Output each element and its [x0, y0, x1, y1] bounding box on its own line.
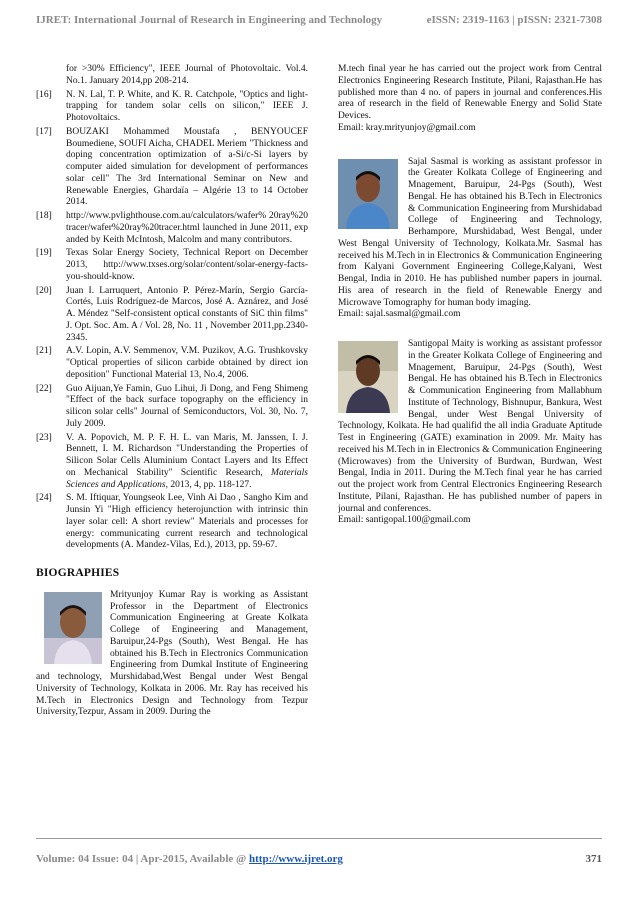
reference-text-main: V. A. Popovich, M. P. F. H. L. van Maris, M. Janssen, I. J. Bennett, I. M. Richardson "Understanding the Properties of Silicon Solar Cells Aluminium Contact Layers and Its Effect on Mechanical Stability" Scientific Research, [66, 432, 308, 478]
reference-number: [20] [36, 285, 52, 296]
page-number: 371 [585, 853, 602, 865]
reference-number: [23] [36, 432, 52, 443]
reference-item [36, 248, 308, 283]
bio-entry [338, 157, 602, 322]
reference-text: BOUZAKI Mohammed Moustafa , BENYOUCEF Boumediene, SOUFI Aicha, CHADEL Meriem "Thickness and doping concentration optimization of a-Si/c-Si layers by computer aided simulation for development of performances solar cell" The 3rd International Seminar on New and Renewable Energies, Ghardaïa – Algérie 13 to 14 October 2014. [66, 126, 308, 208]
reference-item [36, 127, 308, 209]
footer-volume [36, 853, 343, 865]
author-photo [338, 341, 398, 413]
reference-item [36, 286, 308, 345]
reference-number: [22] [36, 383, 52, 394]
bio-text: Sajal Sasmal is working as assistant professor in the Greater Kolkata College of Engineering and Mnagement, Baruipur, 24-Pgs (South), West Bengal. He has obtained his B.Tech in Electronics & Communication Engineering from Murshidabad College of Engineering and Technology, Berhampore, Murshidabad, West Bengal, under West Bengal University of Technology, Kolkata.Mr. Sasmal has received his M.Tech in in Electronics & Communication Engineering from Kalyani Government Engineering College,Kalyani, West Bengal, India in 2010. He has published number papers in journal. His area of research in the field of Renewable Energy and Microwave Tomography for human body imaging. [338, 156, 602, 308]
footer-divider [36, 838, 602, 839]
reference-text: for >30% Efficiency", IEEE Journal of Photovoltaic. Vol.4. No.1. January 2014,pp 208-214. [66, 64, 308, 86]
reference-text: N. N. Lal, T. P. White, and K. R. Catchpole, "Optics and light-trapping for tandem solar cells on silicon," IEEE J. Photovoltaics. [66, 89, 308, 123]
running-header [36, 14, 602, 32]
reference-text: Juan I. Larruquert, Antonio P. Pérez-Marín, Sergio García-Cortés, Luis Rodríguez-de Marcos, José A. Aznárez, and José A. Méndez "Self-consistent optical constants of SiC thin films" J. Opt. Soc. Am. A / Vol. 28, No. 11 , November 2011,pp.2340-2345. [66, 285, 308, 343]
reference-item [36, 384, 308, 431]
reference-item [36, 90, 308, 125]
reference-text: Guo Aijuan,Ye Famin, Guo Lihui, Ji Dong, and Feng Shimeng "Effect of the back surface topography on the efficiency in silicon solar cells" Journal of Semiconductors, Vol. 30, No. 7, July 2009. [66, 383, 308, 429]
journal-title: IJRET: International Journal of Research in Engineering and Technology [36, 14, 383, 26]
journal-link[interactable]: http://www.ijret.org [249, 853, 343, 865]
reference-text: http://www.pvlighthouse.com.au/calculators/wafer% 20ray%20tracer/wafer%20ray%20tracer.html launched in June 2011, expanded by Keith McIntosh, Malcolm and many contributors. [66, 211, 308, 245]
reference-text: Texas Solar Energy Society, Technical Report on December 2013, http://www.txses.org/solar/content/solar-energy-facts-you-should-know. [66, 248, 308, 282]
reference-text-tail: , 2013, 4, pp. 118-127. [165, 479, 252, 490]
reference-item [36, 211, 308, 246]
author-photo [44, 592, 102, 664]
bio-text: Mrityunjoy Kumar Ray is working as Assistant Professor in the Department of Electronics Communication Engineering at Greate Kolkata College of Engineering and Management, Baruipur,24-Pgs (South), West Bengal. He has obtained his B.Tech in Electronics Communication Engineering from Dumkal Institute of Engineering and technology, Murshidabad,West Bengal under West Bengal University of Technology, Kolkata in 2006. Mr. Ray has received his M.Tech in Electronics Design and Technology from Tezpur University,Tezpur, Assam in 2009. During the [36, 589, 308, 718]
issn-text: eISSN: 2319-1163 | pISSN: 2321-7308 [426, 14, 602, 26]
biographies-heading: BIOGRAPHIES [36, 567, 120, 579]
email-text: Email: santigopal.100@gmail.com [338, 515, 471, 526]
email-text: Email: kray.mrityunjoy@gmail.com [338, 122, 476, 133]
reference-number: [24] [36, 493, 52, 504]
bio-text: M.tech final year he has carried out the project work from Central Electronics Engineering Research Institute, Pilani, Rajasthan.He has published more than 4 no. of papers in journal and conferences.His area of research in the field of Renewable Energy and Solid State Devices. [338, 64, 602, 121]
reference-number: [21] [36, 346, 52, 357]
bio-entry [36, 590, 308, 719]
email-text: Email: sajal.sasmal@gmail.com [338, 309, 461, 320]
reference-item [36, 64, 308, 88]
left-column [36, 64, 308, 737]
reference-journal-italic: Materials Sciences and Applications [66, 467, 308, 490]
running-footer [36, 853, 602, 869]
bio-entry [338, 64, 602, 135]
reference-number: [19] [36, 248, 52, 259]
reference-text [66, 433, 308, 490]
footer-volume-text: Volume: 04 Issue: 04 | Apr-2015, Available @ [36, 853, 250, 865]
reference-text: S. M. Iftiquar, Youngseok Lee, Vinh Ai Dao , Sangho Kim and Junsin Yi "High efficiency heterojunction with intrinsic thin layer solar cell: A short review" Materials and processes for energy: communicating current research and technological developments (A. Mandez-Vilas, Ed.), 2013, pp. 59-67. [66, 493, 308, 551]
reference-item [36, 493, 308, 552]
reference-number: [18] [36, 211, 52, 221]
reference-text: A.V. Lopin, A.V. Semmenov, V.M. Puzikov, A.G. Trushkovsky "Optical properties of silicon carbide obtained by direct ion deposition" Functional Material 13, No.4, 2006. [66, 346, 308, 380]
reference-number: [16] [36, 89, 52, 100]
reference-number: [17] [36, 126, 52, 137]
author-photo [338, 159, 398, 229]
right-column [338, 64, 602, 545]
bio-text: Santigopal Maity is working as assistant professor in the Greater Kolkata College of Engineering and Mnagement, Baruipur, 24-Pgs (South), West Bengal. He has obtained his B.Tech in Electronics & Communication Engineering from Mallabhum Institute of Technology, Bishnupur, Bankura, West Bengal, under West Bengal University of Technology, Kolkata. He had qualifid the all india Graduate Aptitude Test in Engineering (GATE) examination in 2009. Mr. Maity has received his M.Tech in in Electronics & Communication Engineering (Microwaves) from the University of Burdwan, Burdwan, West Bengal, India in 2011. During the M.Tech final year he has carried out the project work from Central Electronics Engineering Research Institute, Pilani, Rajasthan. He has published number of papers in journal and conferences. [338, 339, 602, 514]
reference-item [36, 433, 308, 492]
reference-item [36, 346, 308, 381]
bio-entry [338, 339, 602, 527]
